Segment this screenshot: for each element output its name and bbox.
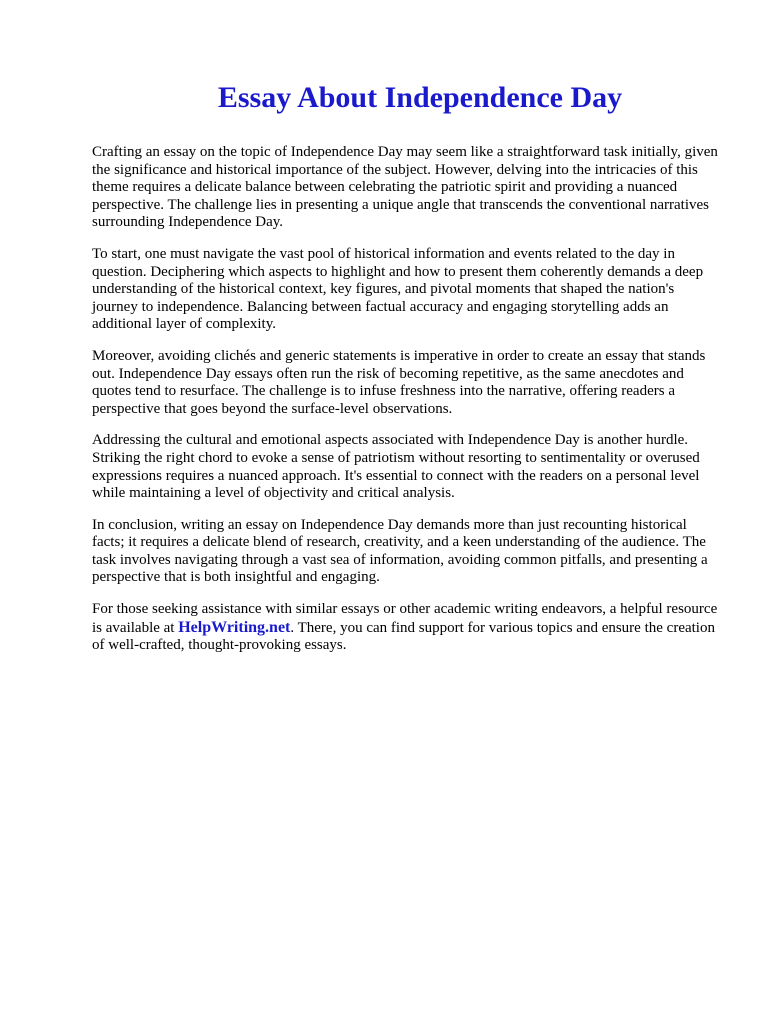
paragraph-4: Addressing the cultural and emotional aspects associated with Independence Day is another hurdle. Striking the right chord to evoke a sense of patriotism without resorting to sentimentality or overused expressions requires a nuanced approach. It's essential to connect with the readers on a personal level while maintaining a level of objectivity and critical analysis.: [92, 432, 700, 502]
paragraph-6-after-link: . There, you can find support for various topics and ensure the creation of well-crafted, thought-provoking essays.: [92, 619, 715, 654]
paragraph-5: In conclusion, writing an essay on Independence Day demands more than just recounting historical facts; it requires a delicate blend of research, creativity, and a keen understanding of the audience. The task involves navigating through a vast sea of information, avoiding common pitfalls, and presenting a perspective that is both insightful and engaging.: [92, 516, 708, 586]
page-title: Essay About Independence Day: [217, 81, 623, 114]
paragraph-2: To start, one must navigate the vast pool of historical information and events related to the day in question. Deciphering which aspects to highlight and how to present them coherently demands a deep understanding of the historical context, key figures, and pivotal moments that shaped the nation's journey to independence. Balancing between factual accuracy and engaging storytelling adds an additional layer of complexity.: [92, 245, 704, 333]
paragraph-6: [92, 601, 722, 655]
paragraph-3: Moreover, avoiding clichés and generic statements is imperative in order to create an essay that stands out. Independence Day essays often run the risk of becoming repetitive, as the same anecdotes and quotes tend to resurface. The challenge is to infuse freshness into the narrative, offering readers a perspective that goes beyond the surface-level observations.: [92, 347, 706, 417]
paragraph-6-before-link: For those seeking assistance with similar essays or other academic writing endeavors, a helpful resource is available at: [92, 601, 718, 636]
essay-body: [92, 144, 722, 655]
paragraph-1: Crafting an essay on the topic of Independence Day may seem like a straightforward task initially, given the significance and historical importance of the subject. However, delving into the intricacies of this theme requires a delicate balance between celebrating the patriotic spirit and providing a nuanced perspective. The challenge lies in presenting a unique angle that transcends the conventional narratives surrounding Independence Day.: [92, 144, 718, 231]
helpwriting-link[interactable]: HelpWriting.net: [178, 618, 291, 636]
